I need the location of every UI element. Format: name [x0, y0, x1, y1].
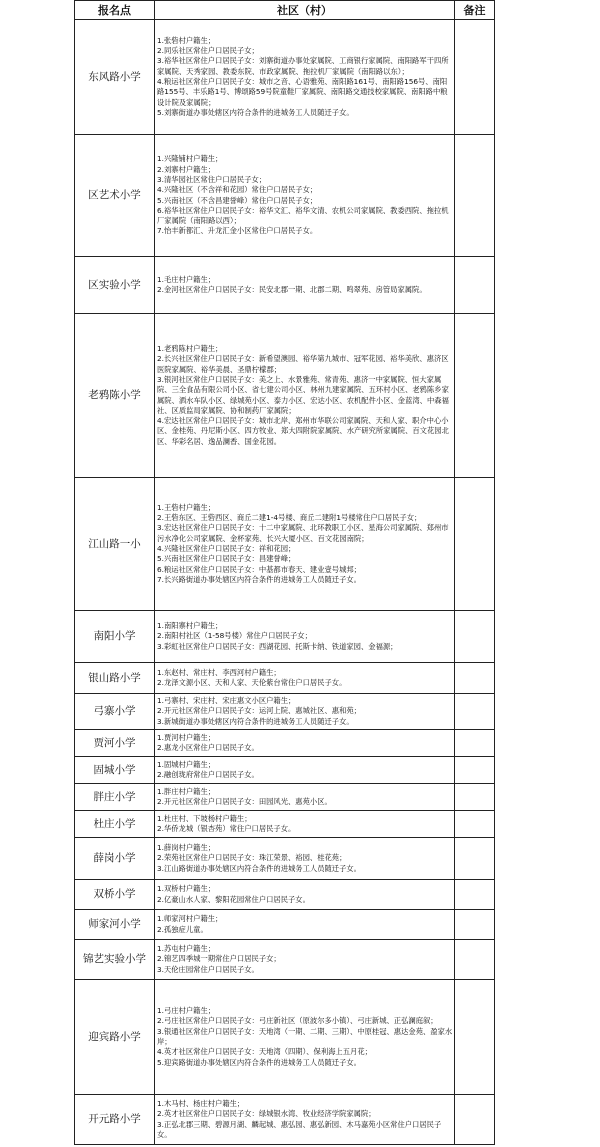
- community-line: 1.胖庄村户籍生；: [157, 786, 216, 796]
- table-row: [75, 135, 495, 257]
- school-name: 迎宾路小学: [75, 980, 155, 1095]
- community-cell: [155, 663, 455, 694]
- community-line: 2.王砦东区、王砦西区、商丘二建1-4号楼、商丘二建附1号楼常住户口居民子女；: [157, 513, 422, 523]
- community-line: 1.弓庄村户籍生；: [157, 1006, 216, 1016]
- community-line: 1.固城村户籍生；: [157, 759, 216, 769]
- community-line: 7.怡丰新都汇、升龙汇金小区常住户口居民子女。: [157, 226, 318, 236]
- community-line: 4.宏达社区常住户口居民子女：城市北岸、郑州市华联公司家属院、天和人家、职介中心小区、金桂苑、丹尼斯小区、四方牧业、郑大四附院家属院、水产研究所家属院、百文花园北区、华彩名居、逸品澜香、国金花园。: [157, 416, 449, 446]
- header-school: 报名点: [75, 1, 155, 20]
- community-line: 2.龙泽文源小区、天和人家、天伦紫台常住户口居民子女。: [157, 678, 347, 687]
- community-cell: [155, 811, 455, 838]
- community-line: 3.天伦庄园常住户口居民子女。: [157, 964, 259, 974]
- community-line: 2.开元社区常住户口居民子女：运河上院、惠城社区、惠和苑；: [157, 706, 361, 716]
- community-cell: [155, 694, 455, 730]
- school-name: 固城小学: [75, 757, 155, 784]
- table-row: [75, 478, 495, 611]
- community-line: 2.融创珑府常住户口居民子女。: [157, 770, 259, 779]
- community-cell: [155, 20, 455, 135]
- school-name: 薛岗小学: [75, 838, 155, 880]
- school-name: 贾河小学: [75, 730, 155, 757]
- community-line: 4.英才社区常住户口居民子女：天地湾（四期）、保利海上五月花；: [157, 1047, 372, 1057]
- school-name: 银山路小学: [75, 663, 155, 694]
- school-name: 锦艺实验小学: [75, 940, 155, 980]
- community-line: 3.银河社区常住户口居民子女：美之上、水景雅苑、常青苑、惠济一中家属院、恒大家属院、三全食品有限公司小区、省七建公司小区、林州九建家属院、五环村小区、老鸦陈乡家属院、洒水车队小区、绿城苑小区、泰力小区、宏达小区、农机配件小区、金蓝湾、中森福社、区质监局家属院、协和制药厂家属院；: [157, 374, 449, 415]
- community-line: 1.杜庄村、下坡杨村户籍生；: [157, 813, 252, 823]
- table-row: [75, 980, 495, 1095]
- community-line: 6.裕华社区常住户口居民子女：裕华文汇、裕华文清、农机公司家属院、教委西院、拖拉机厂家属院（南阳路以西）；: [157, 205, 449, 226]
- community-line: 1.木马村、杨庄村户籍生；: [157, 1098, 245, 1108]
- community-line: 1.苏屯村户籍生；: [157, 944, 216, 954]
- community-line: 1.薛岗村户籍生；: [157, 843, 216, 853]
- community-line: 2.荣苑社区常住户口居民子女：珠江荣景、裕园、桂花苑；: [157, 853, 347, 863]
- community-cell: [155, 940, 455, 980]
- community-line: 1.南阳寨村户籍生；: [157, 621, 223, 631]
- community-line: 1.张砦村户籍生；: [157, 35, 216, 45]
- community-cell: [155, 910, 455, 940]
- note-cell: [455, 811, 495, 838]
- community-cell: [155, 784, 455, 811]
- community-line: 2.英才社区常住户口居民子女：绿城银水湾、牧业经济学院家属院；: [157, 1109, 376, 1119]
- community-line: 1.毛庄村户籍生；: [157, 274, 216, 284]
- community-line: 5.兴南社区（不含昌建誉峰）常住户口居民子女；: [157, 195, 318, 205]
- table-row: [75, 694, 495, 730]
- note-cell: [455, 880, 495, 910]
- community-line: 1.兴隆铺村户籍生；: [157, 154, 223, 164]
- table-row: [75, 910, 495, 940]
- community-line: 2.金河社区常住户口居民子女：民安北郡一期、北郡二期、鸣翠苑、房管局家属院。: [157, 285, 427, 294]
- enrollment-table: [74, 0, 495, 1145]
- table-row: [75, 314, 495, 478]
- community-line: 3.彩虹社区常住户口居民子女：西湖花园、托斯卡纳、铁道家园、金福源；: [157, 641, 398, 651]
- note-cell: [455, 257, 495, 314]
- school-name: 弓寨小学: [75, 694, 155, 730]
- table-row: [75, 811, 495, 838]
- community-cell: [155, 757, 455, 784]
- note-cell: [455, 784, 495, 811]
- community-line: 2.惠龙小区常住户口居民子女。: [157, 743, 259, 752]
- community-cell: [155, 314, 455, 478]
- note-cell: [455, 20, 495, 135]
- school-name: 区艺术小学: [75, 135, 155, 257]
- note-cell: [455, 1095, 495, 1145]
- community-cell: [155, 730, 455, 757]
- community-line: 2.华侨龙城（银杏苑）常住户口居民子女。: [157, 824, 296, 833]
- community-line: 1.王砦村户籍生；: [157, 502, 216, 512]
- school-name: 老鸦陈小学: [75, 314, 155, 478]
- table-row: [75, 838, 495, 880]
- school-name: 江山路一小: [75, 478, 155, 611]
- community-line: 1.东赵村、常庄村、李西河村户籍生；: [157, 667, 281, 677]
- community-line: 3.江山路街道办事处辖区内符合条件的进城务工人员随迁子女。: [157, 863, 361, 873]
- community-line: 3.新城街道办事处辖区内符合条件的进城务工人员随迁子女。: [157, 716, 354, 726]
- community-cell: [155, 611, 455, 663]
- note-cell: [455, 314, 495, 478]
- community-line: 4.兴隆社区常住户口居民子女：祥和花园；: [157, 544, 296, 553]
- note-cell: [455, 135, 495, 257]
- community-line: 1.老鸦陈村户籍生；: [157, 344, 223, 354]
- community-line: 3.银通社区常住户口居民子女：天地湾（一期、二期、三期）、中原桂冠、惠达金苑、盈家水岸；: [157, 1026, 453, 1046]
- school-name: 开元路小学: [75, 1095, 155, 1145]
- note-cell: [455, 730, 495, 757]
- table-row: [75, 1095, 495, 1145]
- table-row: [75, 784, 495, 811]
- note-cell: [455, 838, 495, 880]
- school-name: 区实验小学: [75, 257, 155, 314]
- table-row: [75, 663, 495, 694]
- school-name: 双桥小学: [75, 880, 155, 910]
- school-name: 东风路小学: [75, 20, 155, 135]
- community-cell: [155, 478, 455, 611]
- table-header-row: [75, 1, 495, 20]
- community-line: 7.长兴路街道办事处辖区内符合条件的进城务工人员随迁子女。: [157, 574, 361, 584]
- community-cell: [155, 135, 455, 257]
- community-line: 2.亿豪山水人家、黎阳花园常住户口居民子女。: [157, 894, 310, 904]
- community-line: 3.清华园社区常住户口居民子女；: [157, 174, 267, 184]
- community-cell: [155, 880, 455, 910]
- header-community: 社区（村）: [155, 1, 455, 20]
- note-cell: [455, 611, 495, 663]
- community-cell: [155, 838, 455, 880]
- community-line: 1.双桥村户籍生；: [157, 884, 216, 894]
- table-row: [75, 940, 495, 980]
- school-name: 师家河小学: [75, 910, 155, 940]
- note-cell: [455, 694, 495, 730]
- note-cell: [455, 980, 495, 1095]
- table-row: [75, 730, 495, 757]
- community-line: 2.长兴社区常住户口居民子女：新希望澳园、裕华第九城市、冠军花园、裕华美欣、惠济区医院家属院、裕华美晨、圣鼎柠檬郡；: [157, 354, 449, 374]
- table-row: [75, 20, 495, 135]
- community-line: 2.孤独症儿童。: [157, 924, 208, 934]
- community-line: 5.兴南社区常住户口居民子女：昌建誉峰；: [157, 554, 296, 564]
- note-cell: [455, 757, 495, 784]
- community-line: 5.刘寨街道办事处辖区内符合条件的进城务工人员随迁子女。: [157, 107, 354, 117]
- table-row: [75, 757, 495, 784]
- community-line: 1.贾河村户籍生；: [157, 732, 216, 742]
- community-line: 5.迎宾路街道办事处辖区内符合条件的进城务工人员随迁子女。: [157, 1057, 361, 1067]
- community-line: 2.同乐社区常住户口居民子女；: [157, 46, 259, 56]
- community-line: 6.粮运社区常住户口居民子女：中基都市春天、建业壹号城邦；: [157, 564, 361, 574]
- header-note: 备注: [455, 1, 495, 20]
- community-cell: [155, 980, 455, 1095]
- community-line: 2.刘寨村户籍生；: [157, 164, 216, 174]
- note-cell: [455, 910, 495, 940]
- community-line: 3.宏达社区常住户口居民子女：十二中家属院、北环教职工小区、星海公司家属院、郑州市污水净化公司家属院、金杯家苑、长兴大厦小区、百文花园南院；: [157, 523, 449, 543]
- community-line: 2.开元社区常住户口居民子女：田园风光、惠苑小区。: [157, 797, 332, 806]
- community-line: 2.锦艺四季城一期常住户口居民子女；: [157, 954, 281, 964]
- table-row: [75, 880, 495, 910]
- note-cell: [455, 663, 495, 694]
- community-cell: [155, 257, 455, 314]
- note-cell: [455, 940, 495, 980]
- community-cell: [155, 1095, 455, 1145]
- community-line: 4.粮运社区常住户口居民子女：城市之音、心语雅苑、南阳路161号、南阳路156号、南阳路155号、丰乐路1号、博颂路59号院童鞋厂家属院、南阳路交通技校家属院、南阳路中粮设计院及家属院；: [157, 77, 448, 107]
- community-line: 2.南阳村社区（1-58号楼）常住户口居民子女；: [157, 631, 312, 641]
- table-row: [75, 611, 495, 663]
- table-row: [75, 257, 495, 314]
- community-line: 1.弓寨村、宋庄村、宋庄惠文小区户籍生；: [157, 696, 296, 706]
- school-name: 胖庄小学: [75, 784, 155, 811]
- community-line: 3.正弘北郡三期、碧源月湖、麟起城、惠弘园、惠弘新园、木马嘉苑小区常住户口居民子女。: [157, 1119, 442, 1139]
- school-name: 杜庄小学: [75, 811, 155, 838]
- school-name: 南阳小学: [75, 611, 155, 663]
- community-line: 4.兴隆社区（不含祥和花园）常住户口居民子女；: [157, 185, 318, 195]
- community-line: 3.裕华社区常住户口居民子女：刘寨街道办事处家属院、工商银行家属院、南阳路军干四所家属院、天秀家园、教委东院、市政家属院、拖拉机厂家属院（南阳路以东）；: [157, 56, 449, 76]
- note-cell: [455, 478, 495, 611]
- community-line: 2.弓庄社区常住户口居民子女：弓庄新社区（原波尔多小镇）、弓庄新城、正弘澜庭叙；: [157, 1016, 438, 1026]
- community-line: 1.师家河村户籍生；: [157, 914, 223, 924]
